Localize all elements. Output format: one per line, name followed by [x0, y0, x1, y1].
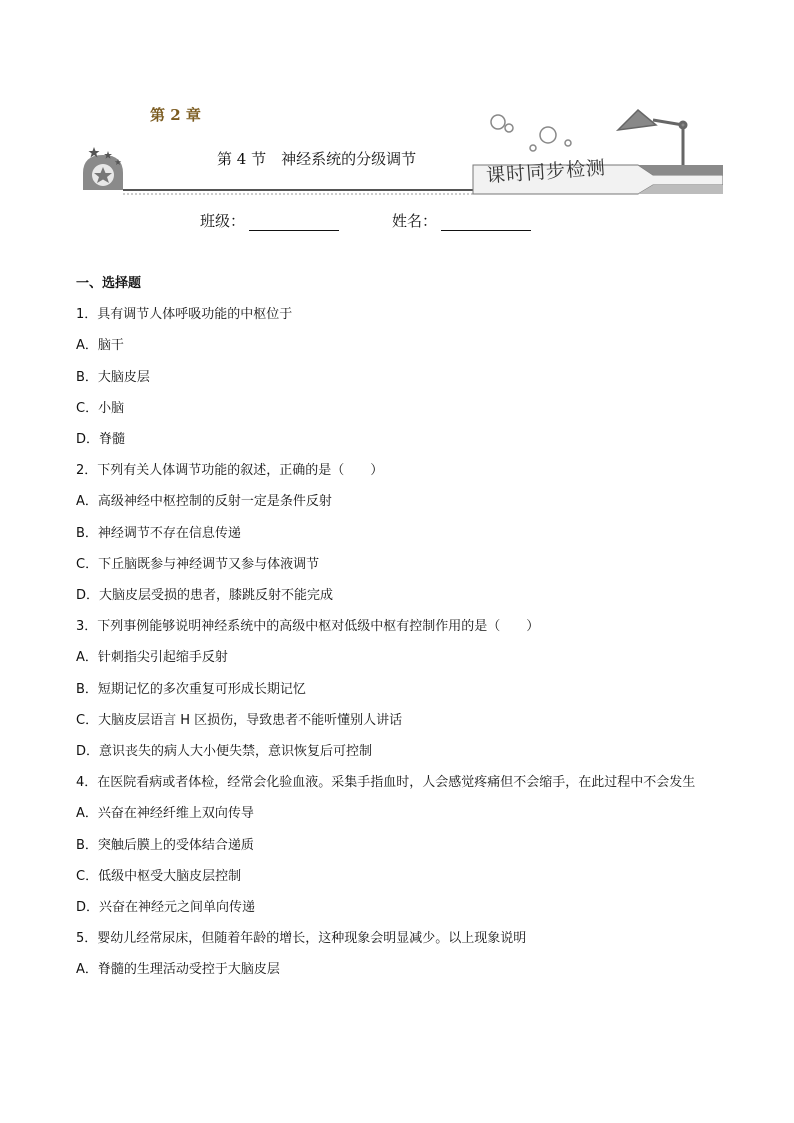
option-c: C．大脑皮层语言 H 区损伤，导致患者不能听懂别人讲话: [76, 712, 403, 728]
question-1: [76, 299, 726, 455]
question-list: [76, 268, 726, 986]
option-b: B．大脑皮层: [76, 369, 150, 385]
question-2: [76, 455, 726, 611]
chapter-label: 第 2 章: [150, 106, 201, 124]
course-badge-text: 课时同步检测: [485, 156, 607, 188]
question-stem: 1．具有调节人体呼吸功能的中枢位于: [76, 307, 293, 323]
class-field: [200, 210, 339, 231]
option-a: A．兴奋在神经纤维上双向传导: [76, 806, 254, 822]
option-d: D．兴奋在神经元之间单向传递: [76, 900, 256, 916]
question-4: [76, 767, 726, 923]
option-d: D．大脑皮层受损的患者，膝跳反射不能完成: [76, 588, 334, 604]
question-3: [76, 611, 726, 767]
option-c: C．小脑: [76, 400, 125, 416]
option-b: B．神经调节不存在信息传递: [76, 525, 241, 541]
bubbles-icon: [491, 115, 571, 151]
class-blank[interactable]: [249, 214, 339, 231]
name-label: 姓名：: [392, 212, 438, 230]
section-title: 第 4 节 神经系统的分级调节: [217, 150, 417, 168]
option-d: D．意识丧失的病人大小便失禁，意识恢复后可控制: [76, 744, 373, 760]
option-c: C．下丘脑既参与神经调节又参与体液调节: [76, 556, 320, 572]
option-d: D．脊髓: [76, 432, 126, 448]
question-stem: 2．下列有关人体调节功能的叙述，正确的是（ ）: [76, 463, 384, 479]
option-b: B．突触后膜上的受体结合递质: [76, 837, 254, 853]
question-stem: 5．婴幼儿经常尿床，但随着年龄的增长，这种现象会明显减少。以上现象说明: [76, 931, 527, 947]
option-a: A．脊髓的生理活动受控于大脑皮层: [76, 962, 280, 978]
section-heading: 一、选择题: [76, 276, 142, 291]
option-a: A．针刺指尖引起缩手反射: [76, 650, 228, 666]
name-blank[interactable]: [441, 214, 531, 231]
option-b: B．短期记忆的多次重复可形成长期记忆: [76, 681, 306, 697]
star-badge-icon: [83, 147, 123, 190]
option-c: C．低级中枢受大脑皮层控制: [76, 868, 242, 884]
desk-lamp-icon: [618, 110, 686, 165]
question-stem: 3．下列事例能够说明神经系统中的高级中枢对低级中枢有控制作用的是（ ）: [76, 619, 540, 635]
option-a: A．脑干: [76, 338, 124, 354]
question-stem: 4．在医院看病或者体检，经常会化验血液。采集手指血时，人会感觉疼痛但不会缩手，在此过程中不会发生: [76, 775, 696, 791]
option-a: A．高级神经中枢控制的反射一定是条件反射: [76, 494, 332, 510]
question-5: [76, 923, 726, 985]
name-field: [392, 210, 531, 231]
class-label: 班级：: [200, 212, 246, 230]
